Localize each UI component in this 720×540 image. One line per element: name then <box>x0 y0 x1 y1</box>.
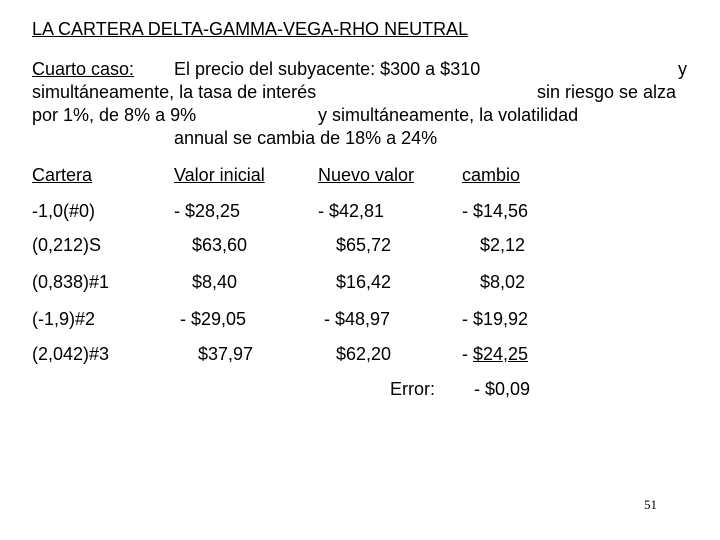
row-4-cambio: - $19,92 <box>462 309 529 329</box>
error-value: - $0,09 <box>474 379 531 399</box>
row-2-nuevo-valor: $65,72 <box>336 235 392 255</box>
page-title: LA CARTERA DELTA-GAMMA-VEGA-RHO NEUTRAL <box>32 19 469 39</box>
row-3-nuevo-valor: $16,42 <box>336 272 392 292</box>
row-3-cambio: $8,02 <box>480 272 526 292</box>
case-line-3a: por 1%, de 8% a 9% <box>32 105 197 125</box>
row-5-cambio: - $24,25 <box>462 344 529 364</box>
page-number: 51 <box>644 497 657 512</box>
error-label: Error: <box>390 379 435 399</box>
case-line-2b: sin riesgo se alza <box>537 82 677 102</box>
row-3-valor-inicial: $8,40 <box>192 272 238 292</box>
row-4-valor-inicial: - $29,05 <box>180 309 247 329</box>
header-valor-inicial: Valor inicial <box>174 165 265 185</box>
row-5-nuevo-valor: $62,20 <box>336 344 392 364</box>
row-2-cambio: $2,12 <box>480 235 526 255</box>
case-line-4: annual se cambia de 18% a 24% <box>174 128 438 148</box>
row-2-cartera: (0,212)S <box>32 235 102 255</box>
row-1-valor-inicial: - $28,25 <box>174 201 241 221</box>
header-nuevo-valor: Nuevo valor <box>318 165 415 185</box>
case-label: Cuarto caso: <box>32 59 135 79</box>
case-line-1: El precio del subyacente: $300 a $310 <box>174 59 481 79</box>
row-1-cambio: - $14,56 <box>462 201 529 221</box>
row-1-cartera: -1,0(#0) <box>32 201 96 221</box>
row-2-valor-inicial: $63,60 <box>192 235 248 255</box>
row-1-nuevo-valor: - $42,81 <box>318 201 385 221</box>
row-4-nuevo-valor: - $48,97 <box>324 309 391 329</box>
header-cartera: Cartera <box>32 165 93 185</box>
case-line-3b: y simultáneamente, la volatilidad <box>318 105 579 125</box>
case-line-1-end: y <box>678 59 687 79</box>
row-4-cartera: (-1,9)#2 <box>32 309 96 329</box>
row-3-cartera: (0,838)#1 <box>32 272 110 292</box>
row-5-valor-inicial: $37,97 <box>198 344 254 364</box>
header-cambio: cambio <box>462 165 521 185</box>
case-line-2a: simultáneamente, la tasa de interés <box>32 82 317 102</box>
row-5-cartera: (2,042)#3 <box>32 344 110 364</box>
